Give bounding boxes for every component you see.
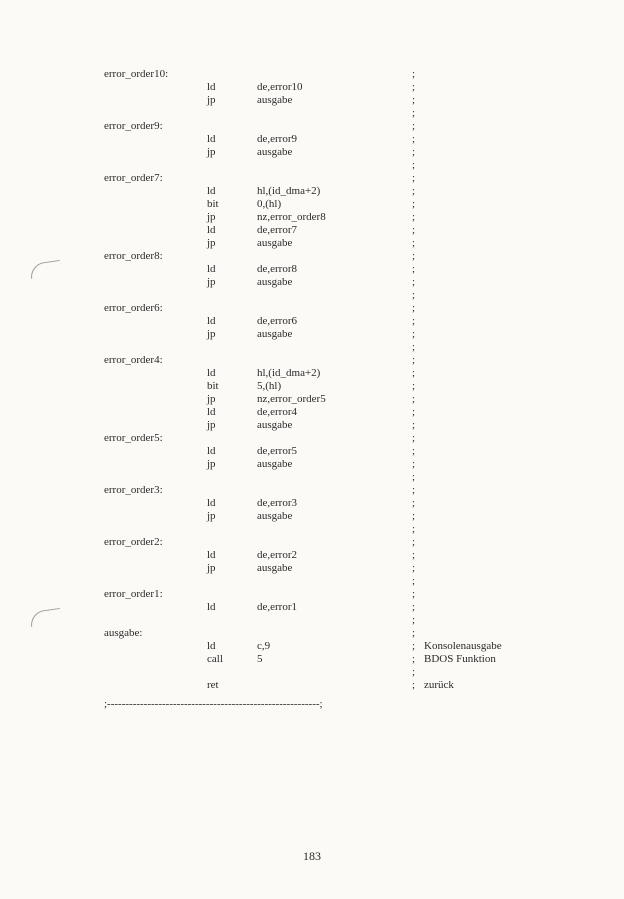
comment-marker: ; [412, 679, 416, 691]
code-operand: 0,(hl) [257, 198, 282, 210]
code-operand: 5,(hl) [257, 380, 282, 392]
comment-marker: ; [412, 107, 416, 119]
code-label: error_order1: [104, 588, 163, 600]
comment-marker: ; [412, 211, 416, 223]
code-line [0, 328, 624, 341]
code-line [0, 419, 624, 432]
assembly-listing [0, 68, 624, 692]
code-opcode: bit [207, 380, 219, 392]
code-label: error_order4: [104, 354, 163, 366]
code-line [0, 497, 624, 510]
code-opcode: ld [207, 224, 216, 236]
code-line [0, 94, 624, 107]
code-line [0, 627, 624, 640]
code-line [0, 211, 624, 224]
code-comment: BDOS Funktion [424, 653, 496, 665]
code-opcode: ld [207, 315, 216, 327]
comment-marker: ; [412, 640, 416, 652]
comment-marker: ; [412, 224, 416, 236]
code-opcode: ld [207, 263, 216, 275]
code-line [0, 640, 624, 653]
code-line [0, 68, 624, 81]
comment-marker: ; [412, 237, 416, 249]
comment-marker: ; [412, 523, 416, 535]
code-opcode: jp [207, 237, 216, 249]
code-comment: zurück [424, 679, 454, 691]
comment-marker: ; [412, 341, 416, 353]
comment-marker: ; [412, 133, 416, 145]
code-line [0, 146, 624, 159]
code-line [0, 562, 624, 575]
code-line [0, 393, 624, 406]
comment-marker: ; [412, 276, 416, 288]
code-opcode: jp [207, 276, 216, 288]
comment-marker: ; [412, 380, 416, 392]
comment-marker: ; [412, 497, 416, 509]
comment-marker: ; [412, 536, 416, 548]
code-operand: nz,error_order5 [257, 393, 326, 405]
code-opcode: jp [207, 146, 216, 158]
comment-marker: ; [412, 627, 416, 639]
code-line [0, 263, 624, 276]
comment-marker: ; [412, 198, 416, 210]
code-line [0, 276, 624, 289]
code-line [0, 549, 624, 562]
code-opcode: jp [207, 510, 216, 522]
code-operand: de,error3 [257, 497, 298, 509]
code-line [0, 406, 624, 419]
code-label: error_order3: [104, 484, 163, 496]
comment-marker: ; [412, 263, 416, 275]
code-operand: de,error2 [257, 549, 298, 561]
comment-marker: ; [412, 328, 416, 340]
code-line [0, 107, 624, 120]
code-operand: de,error10 [257, 81, 303, 93]
code-line [0, 289, 624, 302]
code-line [0, 224, 624, 237]
comment-marker: ; [412, 484, 416, 496]
code-operand: 5 [257, 653, 263, 665]
code-line [0, 367, 624, 380]
comment-marker: ; [412, 159, 416, 171]
code-operand: ausgabe [257, 419, 293, 431]
code-opcode: ld [207, 185, 216, 197]
code-line [0, 341, 624, 354]
code-line [0, 458, 624, 471]
comment-marker: ; [412, 575, 416, 587]
code-opcode: ret [207, 679, 219, 691]
comment-marker: ; [412, 549, 416, 561]
comment-marker: ; [412, 367, 416, 379]
code-line [0, 679, 624, 692]
code-opcode: ld [207, 406, 216, 418]
code-opcode: jp [207, 458, 216, 470]
code-comment: Konsolenausgabe [424, 640, 502, 652]
code-opcode: ld [207, 640, 216, 652]
code-line [0, 120, 624, 133]
code-line [0, 471, 624, 484]
separator-line: ;----------------------------------------------------------; [104, 698, 323, 710]
comment-marker: ; [412, 68, 416, 80]
code-opcode: jp [207, 393, 216, 405]
code-line [0, 484, 624, 497]
code-line [0, 588, 624, 601]
code-opcode: ld [207, 367, 216, 379]
code-line [0, 432, 624, 445]
code-line [0, 523, 624, 536]
comment-marker: ; [412, 666, 416, 678]
code-line [0, 601, 624, 614]
code-line [0, 666, 624, 679]
comment-marker: ; [412, 614, 416, 626]
comment-marker: ; [412, 653, 416, 665]
code-operand: ausgabe [257, 276, 293, 288]
code-label: error_order6: [104, 302, 163, 314]
code-opcode: ld [207, 497, 216, 509]
code-line [0, 237, 624, 250]
code-operand: ausgabe [257, 458, 293, 470]
comment-marker: ; [412, 393, 416, 405]
code-operand: de,error8 [257, 263, 298, 275]
code-label: error_order7: [104, 172, 163, 184]
code-opcode: ld [207, 601, 216, 613]
comment-marker: ; [412, 510, 416, 522]
comment-marker: ; [412, 302, 416, 314]
code-operand: de,error5 [257, 445, 298, 457]
code-opcode: ld [207, 549, 216, 561]
code-line [0, 185, 624, 198]
code-label: error_order10: [104, 68, 169, 80]
code-line [0, 510, 624, 523]
code-line [0, 575, 624, 588]
code-label: error_order5: [104, 432, 163, 444]
code-operand: ausgabe [257, 328, 293, 340]
code-operand: hl,(id_dma+2) [257, 185, 321, 197]
code-line [0, 302, 624, 315]
code-opcode: jp [207, 94, 216, 106]
comment-marker: ; [412, 185, 416, 197]
comment-marker: ; [412, 315, 416, 327]
code-line [0, 159, 624, 172]
page-number: 183 [303, 849, 321, 863]
comment-marker: ; [412, 445, 416, 457]
code-operand: de,error7 [257, 224, 298, 236]
comment-marker: ; [412, 601, 416, 613]
code-opcode: jp [207, 328, 216, 340]
comment-marker: ; [412, 146, 416, 158]
code-line [0, 653, 624, 666]
code-opcode: ld [207, 81, 216, 93]
code-line [0, 198, 624, 211]
code-label: error_order9: [104, 120, 163, 132]
code-label: error_order8: [104, 250, 163, 262]
code-operand: c,9 [257, 640, 271, 652]
code-line [0, 133, 624, 146]
code-opcode: ld [207, 445, 216, 457]
code-operand: de,error4 [257, 406, 298, 418]
code-line [0, 315, 624, 328]
comment-marker: ; [412, 172, 416, 184]
comment-marker: ; [412, 432, 416, 444]
code-operand: ausgabe [257, 146, 293, 158]
comment-marker: ; [412, 562, 416, 574]
code-operand: de,error9 [257, 133, 298, 145]
code-opcode: jp [207, 211, 216, 223]
code-line [0, 81, 624, 94]
comment-marker: ; [412, 354, 416, 366]
comment-marker: ; [412, 94, 416, 106]
code-line [0, 354, 624, 367]
code-operand: ausgabe [257, 510, 293, 522]
comment-marker: ; [412, 81, 416, 93]
code-operand: ausgabe [257, 94, 293, 106]
comment-marker: ; [412, 250, 416, 262]
code-opcode: ld [207, 133, 216, 145]
code-operand: ausgabe [257, 562, 293, 574]
comment-marker: ; [412, 471, 416, 483]
comment-marker: ; [412, 120, 416, 132]
code-line [0, 445, 624, 458]
code-label: ausgabe: [104, 627, 143, 639]
code-opcode: call [207, 653, 223, 665]
code-opcode: bit [207, 198, 219, 210]
comment-marker: ; [412, 588, 416, 600]
code-line [0, 250, 624, 263]
code-line [0, 614, 624, 627]
comment-marker: ; [412, 289, 416, 301]
code-opcode: jp [207, 419, 216, 431]
code-opcode: jp [207, 562, 216, 574]
comment-marker: ; [412, 458, 416, 470]
code-operand: de,error6 [257, 315, 298, 327]
code-operand: hl,(id_dma+2) [257, 367, 321, 379]
comment-marker: ; [412, 406, 416, 418]
code-line [0, 536, 624, 549]
code-label: error_order2: [104, 536, 163, 548]
comment-marker: ; [412, 419, 416, 431]
code-operand: ausgabe [257, 237, 293, 249]
code-line [0, 172, 624, 185]
code-operand: de,error1 [257, 601, 298, 613]
code-line [0, 380, 624, 393]
code-operand: nz,error_order8 [257, 211, 326, 223]
